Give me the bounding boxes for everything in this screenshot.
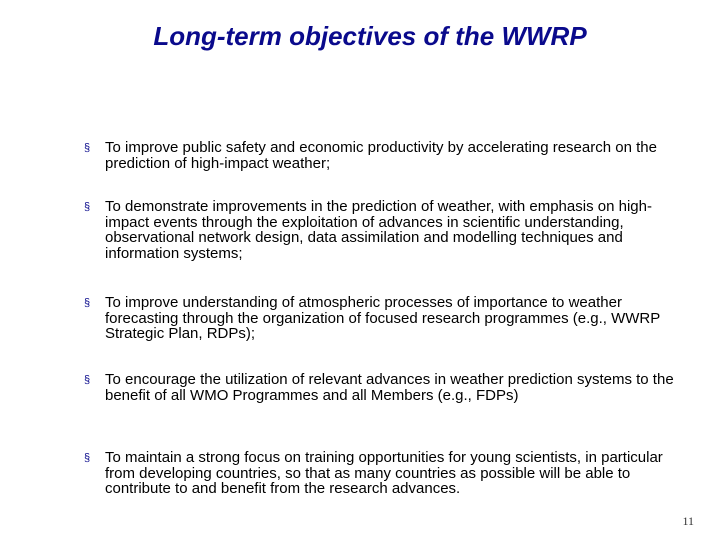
- objective-text: To demonstrate improvements in the prediction of weather, with emphasis on high-impact events through the exploitation of advances in scientific understanding, observational network design, data assimilation and modelling techniques and information systems;: [105, 198, 652, 263]
- bullet-icon: §: [84, 374, 91, 386]
- bullet-icon: §: [84, 142, 91, 154]
- objective-text: To encourage the utilization of relevant advances in weather prediction systems to the benefit of all WMO Programmes and all Members (e.g., FDPs): [105, 371, 674, 404]
- objective-text: To improve public safety and economic productivity by accelerating research on the prediction of high-impact weather;: [105, 139, 657, 172]
- bullet-icon: §: [84, 297, 91, 309]
- page-number: 11: [682, 514, 694, 528]
- slide-title: Long-term objectives of the WWRP: [153, 21, 587, 51]
- objective-text: To maintain a strong focus on training opportunities for young scientists, in particular from developing countries, so that as many countries as possible will be able to contribute to and benefit from the research advances.: [105, 449, 663, 498]
- bullet-icon: §: [84, 452, 91, 464]
- bullet-icon: §: [84, 201, 91, 213]
- objective-text: To improve understanding of atmospheric processes of importance to weather forecasting through the organization of focused research programmes (e.g., WWRP Strategic Plan, RDPs);: [105, 294, 660, 343]
